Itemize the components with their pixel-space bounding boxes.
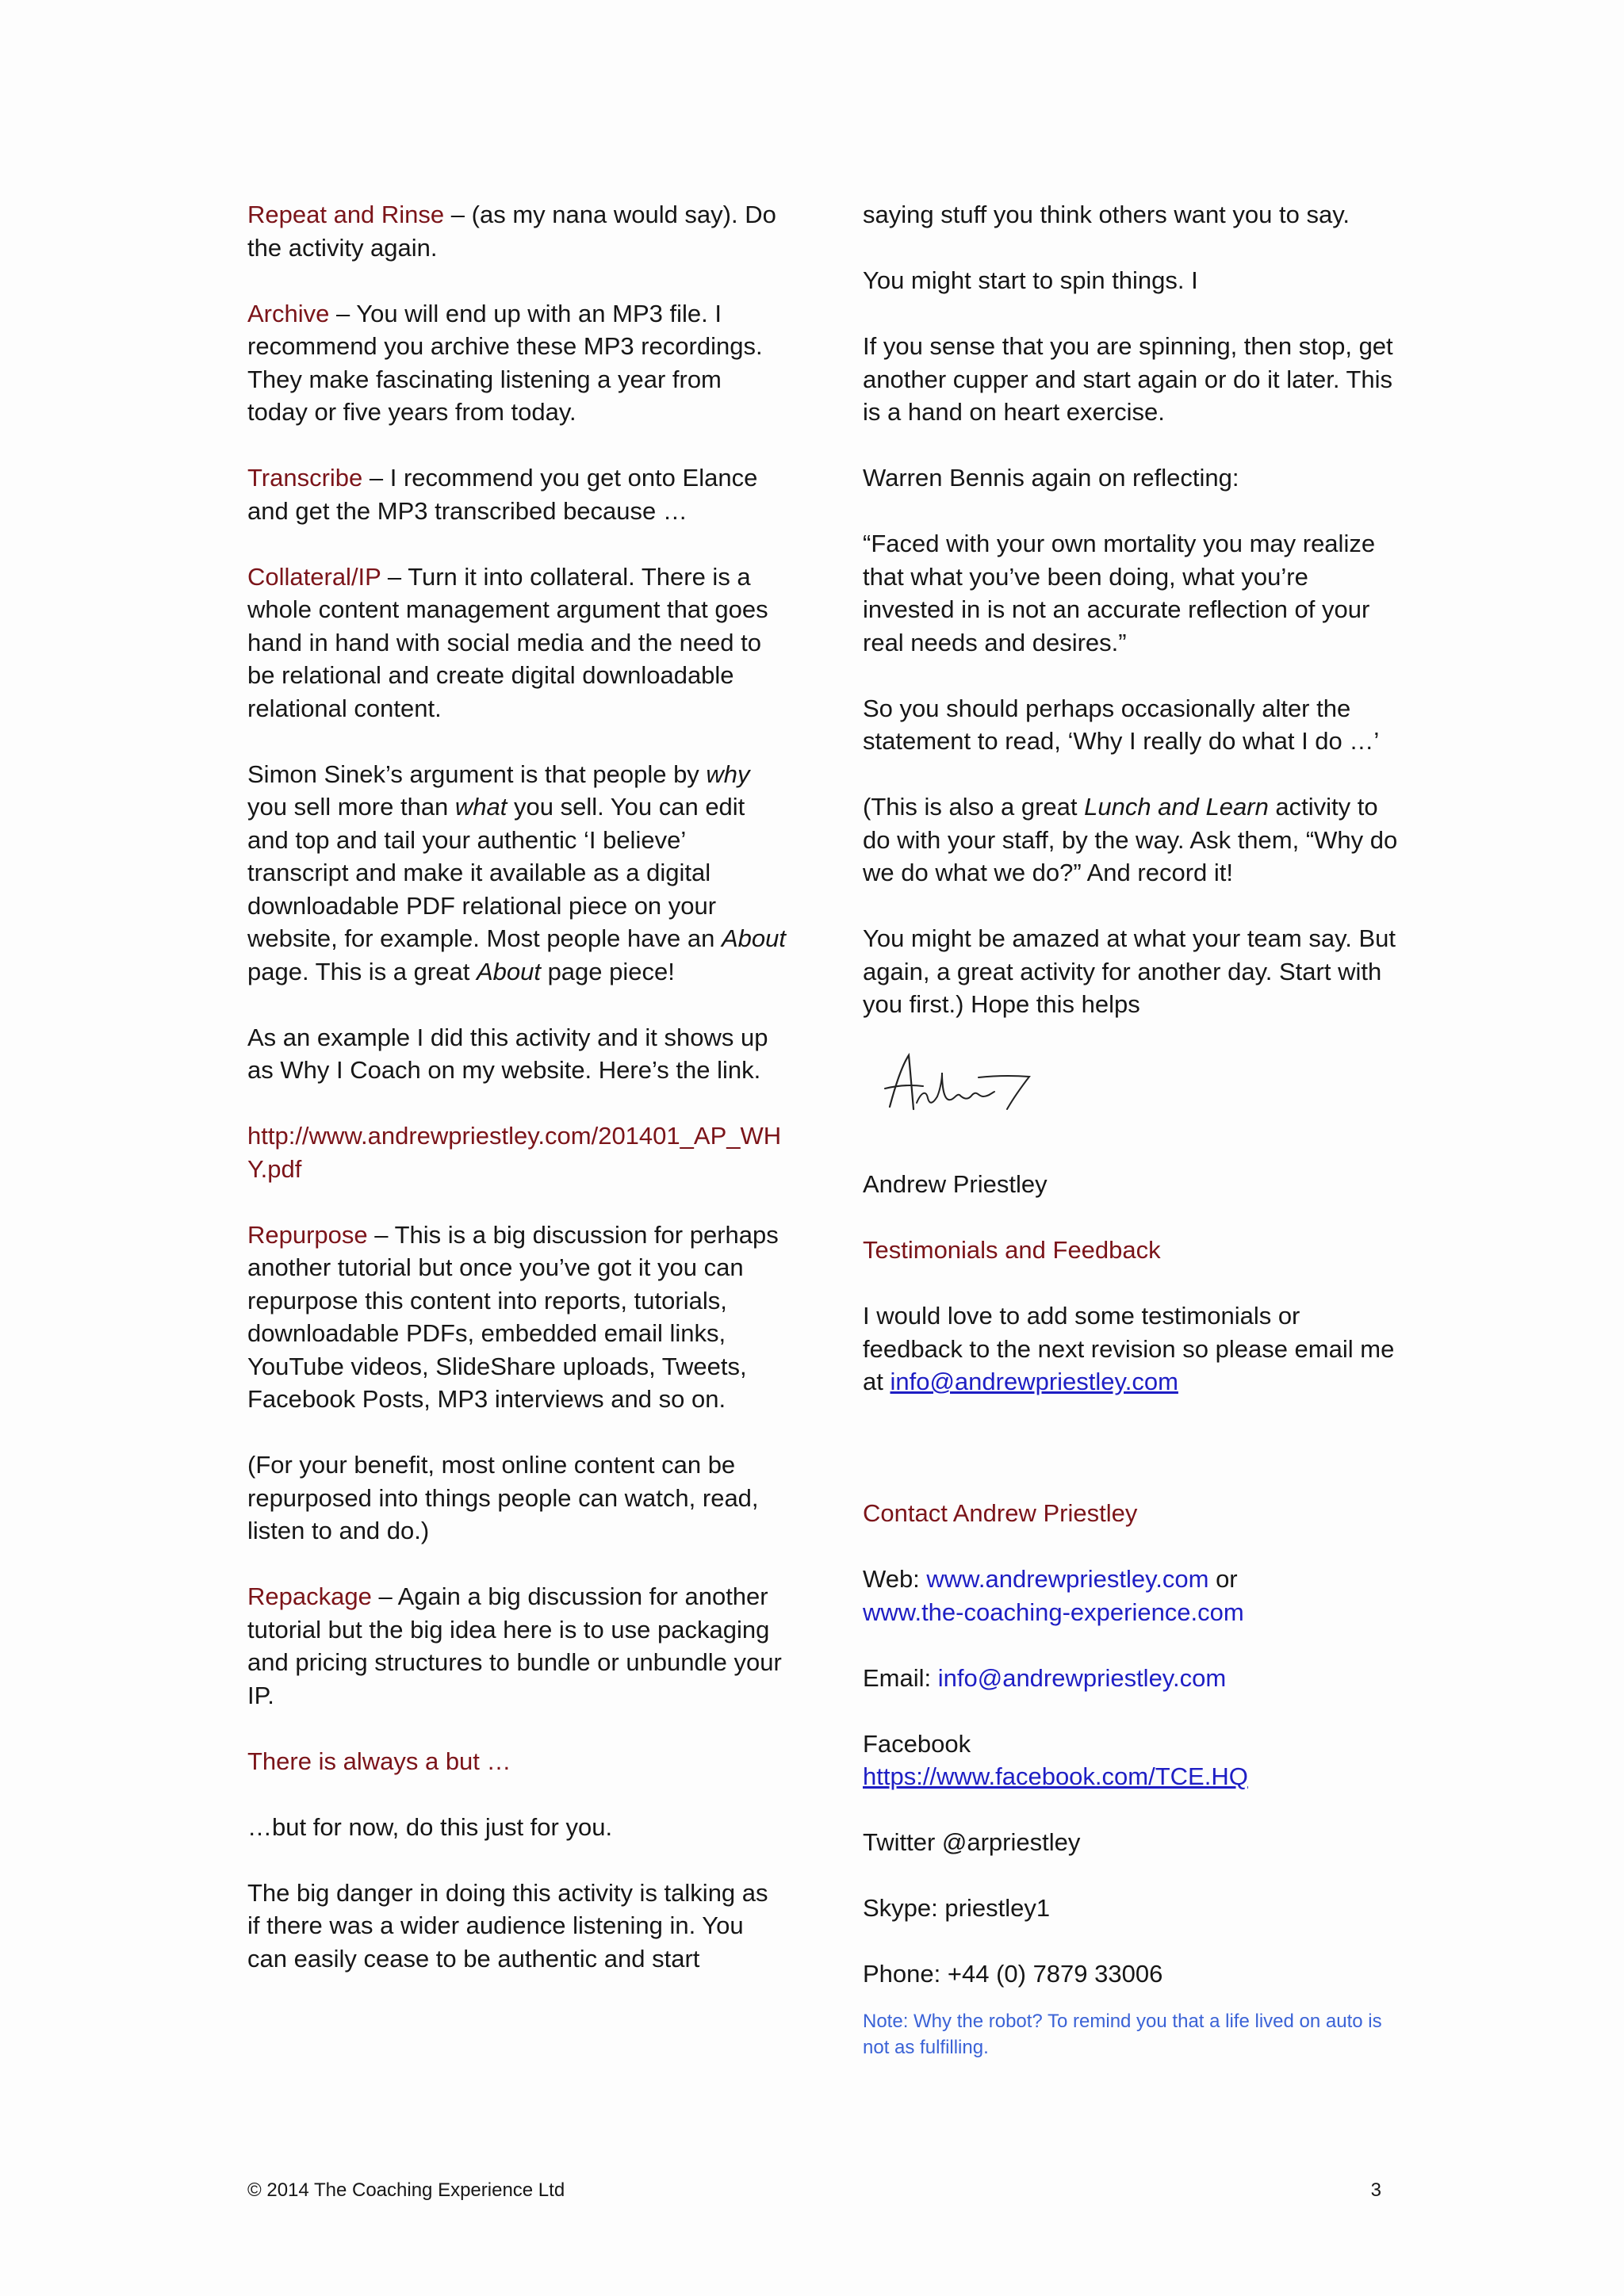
archive-heading: Archive [247, 299, 330, 327]
sense-paragraph: If you sense that you are spinning, then stop, get another cupper and start again or do it later. This is a hand on heart exercise. [863, 332, 1393, 426]
web-paragraph: Web: www.andrewpriestley.com or www.the-coaching-experience.com [863, 1565, 1244, 1626]
facebook-paragraph: Facebook https://www.facebook.com/TCE.HQ [863, 1729, 1248, 1790]
danger-paragraph: The big danger in doing this activity is talking as if there was a wider audience listening in. You can easily cease to be authentic and start [247, 1878, 768, 1973]
page-footer [247, 2179, 1381, 2202]
repeat-paragraph: Repeat and Rinse – (as my nana would say). Do the activity again. [247, 201, 776, 262]
skype-paragraph: Skype: priestley1 [863, 1894, 1051, 1922]
contact-heading: Contact Andrew Priestley [863, 1499, 1138, 1527]
but-paragraph: …but for now, do this just for you. [247, 1812, 613, 1841]
archive-paragraph: Archive – You will end up with an MP3 file. I recommend you archive these MP3 recordings. They make fascinating listening a year from today or five years from today. [247, 299, 763, 426]
repeat-heading: Repeat and Rinse [247, 201, 445, 228]
transcribe-heading: Transcribe [247, 464, 363, 492]
right-column [863, 198, 1402, 2061]
benefit-paragraph: (For your benefit, most online content can be repurposed into things people can watch, read, listen to and do.) [247, 1451, 759, 1544]
facebook-link[interactable]: https://www.facebook.com/TCE.HQ [863, 1762, 1248, 1790]
email-link[interactable]: info@andrewpriestley.com [937, 1663, 1227, 1692]
signature-icon [874, 1047, 1040, 1127]
pdf-link[interactable]: http://www.andrewpriestley.com/201401_AP_WHY.pdf [247, 1122, 782, 1183]
left-column [247, 198, 787, 2008]
sinek-paragraph: Simon Sinek’s argument is that people by why you sell more than what you sell. You can edit and top and tail your authentic ‘I believe’ transcript and make it available as a digital downloadable PDF relational piece on your website, for example. Most people have an About page. This is a great About page piece! [247, 760, 786, 985]
web-link-1[interactable]: www.andrewpriestley.com [926, 1565, 1209, 1593]
testimonials-email-link[interactable]: info@andrewpriestley.com [890, 1368, 1178, 1395]
robot-note: Note: Why the robot? To remind you that a life lived on auto is not as fulfilling. [863, 2010, 1382, 2058]
author-name: Andrew Priestley [863, 1170, 1048, 1198]
collateral-paragraph: Collateral/IP – Turn it into collateral. There is a whole content management argument that goes hand in hand with social media and the need to be relational and create digital downloadable relational content. [247, 562, 768, 722]
web-link-2[interactable]: www.the-coaching-experience.com [863, 1598, 1244, 1626]
alter-paragraph: So you should perhaps occasionally alter the statement to read, ‘Why I really do what I do …’ [863, 694, 1380, 755]
spacer [863, 1431, 1402, 1464]
repurpose-heading: Repurpose [247, 1220, 368, 1249]
repackage-paragraph: Repackage – Again a big discussion for another tutorial but the big idea here is to use packaging and pricing structures to bundle or unbundle your IP. [247, 1582, 782, 1709]
email-paragraph: Email: info@andrewpriestley.com [863, 1663, 1227, 1692]
example-paragraph: As an example I did this activity and it shows up as Why I Coach on my website. Here’s the link. [247, 1023, 768, 1084]
transcribe-paragraph: Transcribe – I recommend you get onto Elance and get the MP3 transcribed because … [247, 464, 758, 525]
testimonials-heading: Testimonials and Feedback [863, 1236, 1161, 1264]
signature-image [863, 1047, 1402, 1146]
but-heading: There is always a but … [247, 1747, 511, 1775]
testimonials-paragraph: I would love to add some testimonials or feedback to the next revision so please email me at info@andrewpriestley.com [863, 1302, 1395, 1395]
amazed-paragraph: You might be amazed at what your team say. But again, a great activity for another day. Start with you first.) Hope this helps [863, 924, 1396, 1018]
lunch-paragraph: (This is also a great Lunch and Learn activity to do with your staff, by the way. Ask them, “Why do we do what we do?” And record it! [863, 793, 1398, 886]
bennis-paragraph: Warren Bennis again on reflecting: [863, 464, 1239, 492]
copyright: © 2014 The Coaching Experience Ltd [247, 2179, 565, 2201]
collateral-heading: Collateral/IP [247, 562, 381, 591]
continued-paragraph: saying stuff you think others want you to say. [863, 201, 1350, 228]
page-number: 3 [1370, 2179, 1381, 2201]
spin-paragraph: You might start to spin things. I [863, 266, 1198, 294]
repurpose-paragraph: Repurpose – This is a big discussion for perhaps another tutorial but once you’ve got it you can repurpose this content into reports, tutorials, downloadable PDFs, embedded email links, YouTube videos, SlideShare uploads, Tweets, Facebook Posts, MP3 interviews and so on. [247, 1220, 779, 1413]
repackage-heading: Repackage [247, 1582, 372, 1610]
phone-paragraph: Phone: +44 (0) 7879 33006 [863, 1960, 1163, 1988]
quote-paragraph: “Faced with your own mortality you may realize that what you’ve been doing, what you’re invested in is not an accurate reflection of your real needs and desires.” [863, 530, 1376, 656]
twitter-paragraph: Twitter @arpriestley [863, 1828, 1081, 1856]
